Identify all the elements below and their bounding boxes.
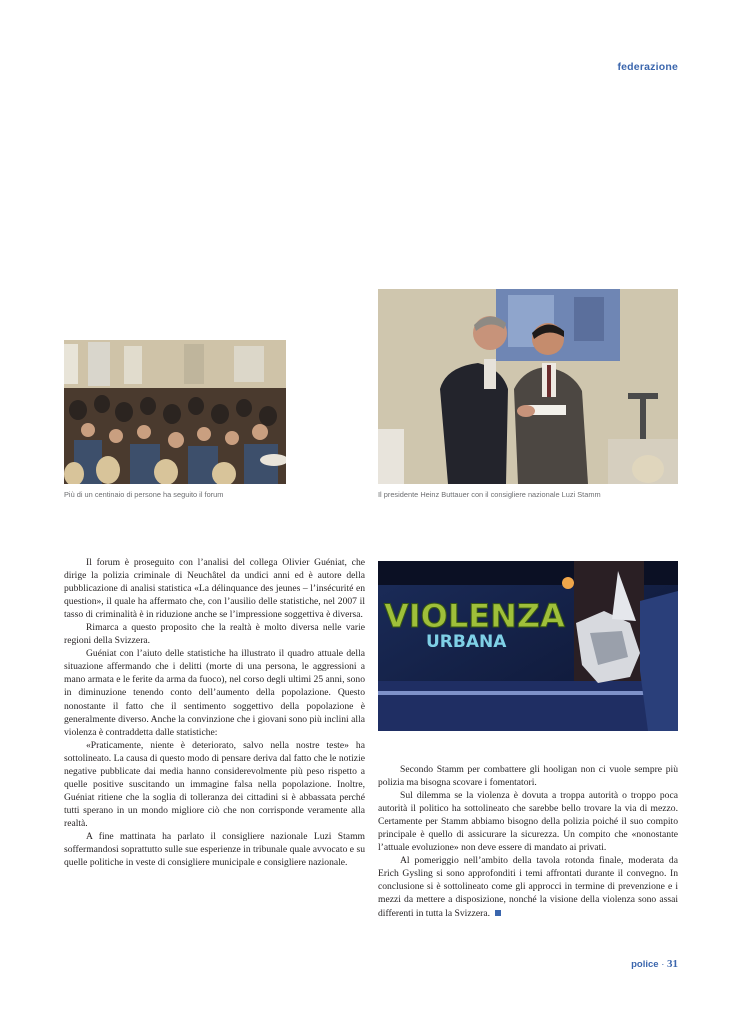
paragraph: Secondo Stamm per combattere gli hooligan non ci vuole sempre più polizia ma bisogna scovare i fomentatori.: [378, 764, 678, 789]
paragraph: [378, 854, 678, 919]
paragraph: Guéniat con l’aiuto delle statistiche ha illustrato il quadro attuale della situazione affermando che i delitti (morte di una persona, le aggressioni a mano armata e le ferite da arma da fuoco), nel corso degli ultimi 25 anni, sono in diminuzione tenendo conto dell’aumento della popolazione. Questo nonostante il fatto che il sentimento soggettivo della popolazione è generalmente diverso. Anche la convinzione che i giovani sono più inclini alla violenza è contraddetta dalle statistiche:: [64, 648, 365, 738]
graffiti-word-1: VIOLENZA: [384, 597, 565, 635]
section-label: federazione: [617, 61, 678, 73]
page-footer: [631, 958, 678, 970]
handshake-caption: Il presidente Heinz Buttauer con il consigliere nazionale Luzi Stamm: [378, 490, 601, 499]
paragraph: A fine mattinata ha parlato il consigliere nazionale Luzi Stamm soffermandosi soprattutto sulle sue esperienze in tribunale quale avvocato e su quelle politiche in veste di consigliere municipale e consigliere nazionale.: [64, 830, 365, 869]
audience-photo: [64, 340, 286, 484]
paragraph: «Praticamente, niente è deteriorato, salvo nella nostre teste» ha sottolineato. La causa di questo modo di pensare deriva dal fatto che le notizie negative pubblicate dai media hanno considerevolmente più peso rispetto a quelle positive suscitando un immagine falsa nella popolazione. Inoltre, Guéniat ritiene che la soglia di tolleranza dei cittadini si è abbassata perché tutti sperano in un mondo migliore ciò che non corrisponde veramente alla realtà.: [64, 739, 365, 829]
audience-caption: Più di un centinaio di persone ha seguito il forum: [64, 490, 224, 499]
publication-name: police: [631, 959, 659, 970]
paragraph-text: Al pomeriggio nell’ambito della tavola rotonda finale, moderata da Erich Gysling si sono approfonditi i temi affrontati durante il convegno. In conclusione si è sottolineato come gli approcci in termine di prevenzione e i mezzi da mettere a disposizione, nonché la visione della violenza sono assai differenti in tutta la Svizzera.: [378, 855, 678, 919]
graffiti-word-2: URBANA: [426, 632, 507, 652]
paragraph: Sul dilemma se la violenza è dovuta a troppa autorità o troppo poca autorità il politico ha sottolineato che sarebbe bello trovare la via di mezzo. Certamente per Stamm abbiamo bisogno della polizia poiché il suo compito principale è quello di assicurare la sicurezza. Un compito che «nonostante l’attuale evoluzione» non deve essere di mandato ai privati.: [378, 790, 678, 854]
article-column-left: [64, 556, 365, 869]
graffiti-photo: [378, 561, 678, 731]
article-column-right: [378, 763, 678, 920]
page-number: 31: [667, 958, 678, 970]
footer-separator: ·: [661, 959, 665, 970]
handshake-photo: [378, 289, 678, 484]
paragraph: Rimarca a questo proposito che la realtà è molto diversa nelle varie regioni della Svizzera.: [64, 622, 365, 647]
paragraph: Il forum è proseguito con l’analisi del collega Olivier Guéniat, che dirige la polizia criminale di Neuchâtel da undici anni ed è autore della pubblicazione di analisi statistica «La délinquance des jeunes – l’insécurité en question», il quale ha affermato che, con l’ausilio delle statistiche, nel 2007 il tasso di criminalità è in riduzione anche se l’impressione soggettiva è diversa.: [64, 557, 365, 621]
end-of-article-square-icon: [495, 910, 501, 916]
